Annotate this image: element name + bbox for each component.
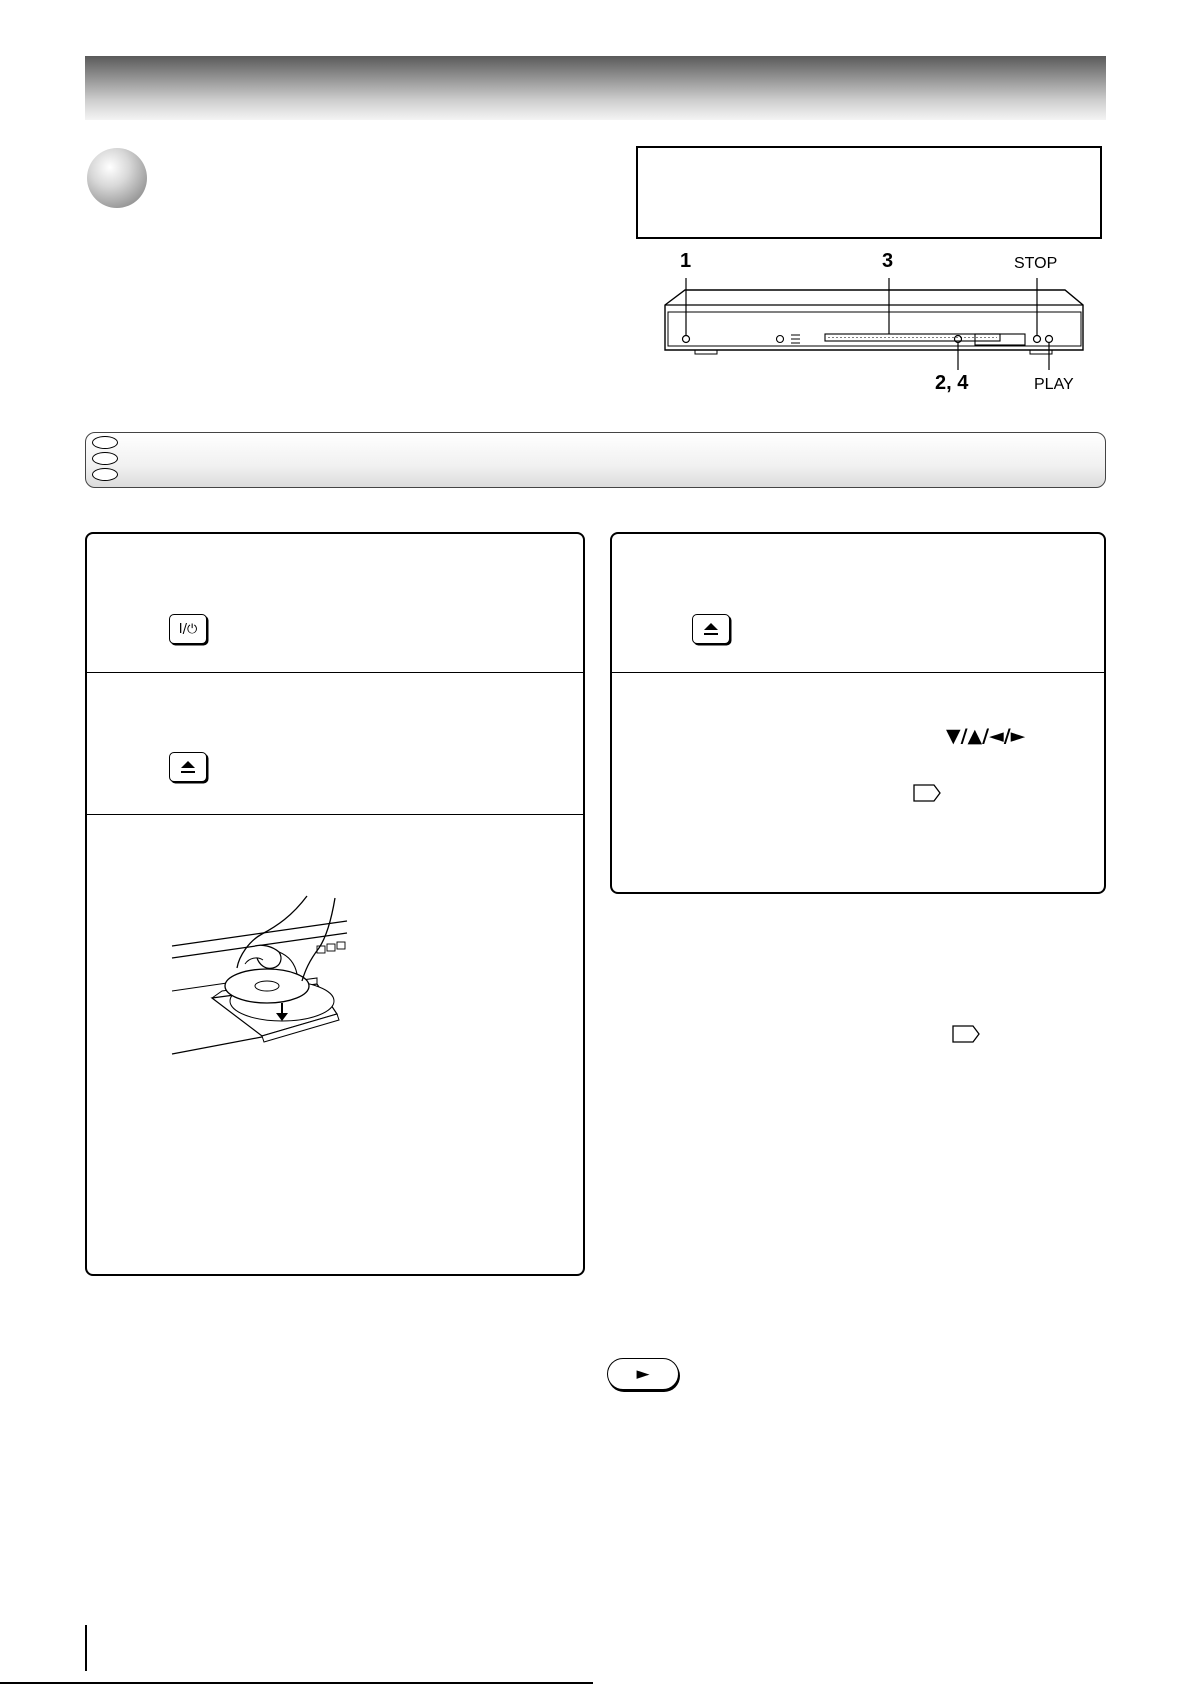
step-divider-2 (87, 814, 583, 815)
power-key-label: I/⏻ (178, 621, 198, 637)
eject-key-2 (692, 614, 730, 644)
callout-display: 3 (882, 250, 894, 272)
step-divider-3 (612, 672, 1104, 673)
page-number-bar (85, 1625, 87, 1671)
header-band (85, 56, 1106, 120)
front-panel-diagram (640, 250, 1100, 400)
callout-play: PLAY (1034, 376, 1074, 393)
format-oval-2 (92, 452, 118, 465)
note-box (636, 146, 1102, 239)
format-oval-1 (92, 436, 118, 449)
format-label-strip (85, 432, 1106, 488)
eject-key-1 (169, 752, 207, 782)
footer-rule (0, 1682, 593, 1684)
callout-stop: STOP (1014, 255, 1058, 272)
eject-icon (181, 761, 195, 773)
page-reference-tag-2 (952, 1025, 980, 1043)
section-bullet-sphere (87, 148, 147, 208)
power-key (169, 614, 207, 644)
left-steps-panel (85, 532, 585, 1276)
step-divider-1 (87, 672, 583, 673)
cursor-keys-label: ▼/▲/◄/► (946, 725, 1026, 747)
callout-power: 1 (680, 250, 692, 272)
disc-loading-illustration (167, 886, 447, 1068)
play-key-label: ► (636, 1364, 650, 1384)
page-reference-tag-1 (913, 784, 941, 802)
format-oval-3 (92, 468, 118, 481)
callout-eject: 2, 4 (935, 372, 969, 394)
eject-icon (704, 623, 718, 635)
play-key (607, 1358, 679, 1390)
right-steps-panel (610, 532, 1106, 894)
